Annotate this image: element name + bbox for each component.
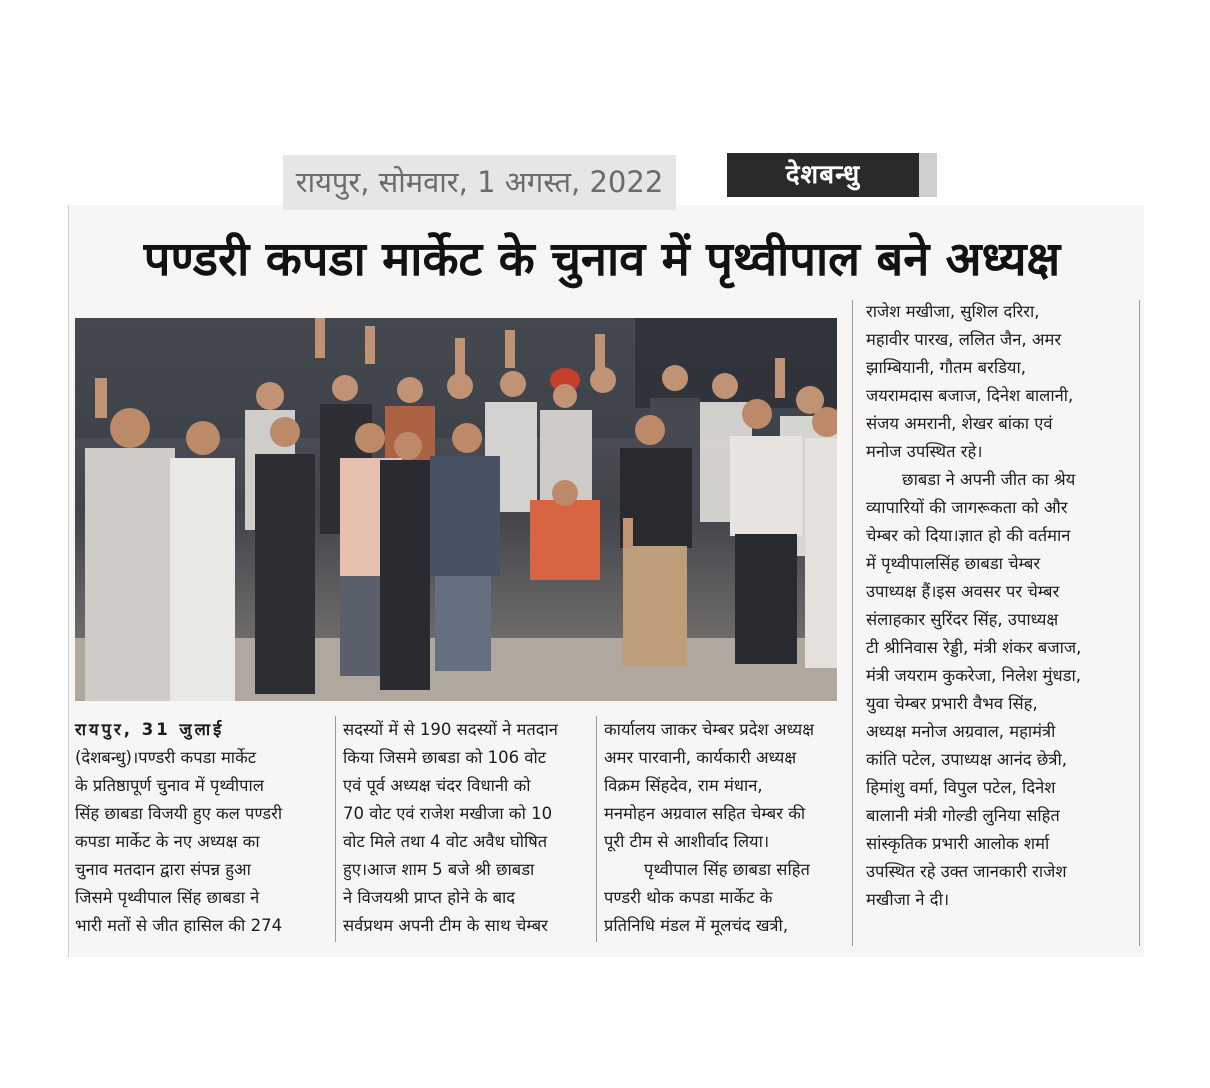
article-line: पूरी टीम से आशीर्वाद लिया। [604,832,770,851]
article-line: पण्डरी थोक कपडा मार्केट के [604,888,773,907]
article-line: चेम्बर को दिया।ज्ञात हो की वर्तमान [866,526,1071,545]
headline: पण्डरी कपडा मार्केट के चुनाव में पृथ्वीपाल बने अध्यक्ष [143,232,1061,287]
article-column-1 [75,716,325,940]
article-line: जिसमे पृथ्वीपाल सिंह छाबडा ने [75,888,260,907]
column-rule [1139,300,1140,946]
article-line: 70 वोट एवं राजेश मखीजा को 10 [343,804,553,823]
article-line: सांस्कृतिक प्रभारी आलोक शर्मा [866,834,1050,853]
clipping-edge [68,205,69,957]
masthead-logo: देशबन्धु [727,153,937,197]
article-line: सर्वप्रथम अपनी टीम के साथ चेम्बर [343,916,548,935]
article-line: मखीजा ने दी। [866,890,950,909]
article-line: महावीर पारख, ललित जैन, अमर [866,330,1062,349]
article-line: युवा चेम्बर प्रभारी वैभव सिंह, [866,694,1038,713]
article-line: में पृथ्वीपालसिंह छाबडा चेम्बर [866,554,1041,573]
article-line: राजेश मखीजा, सुशिल दरिरा, [866,302,1040,321]
article-line: बालानी मंत्री गोल्डी लुनिया सहित [866,806,1060,825]
group-photo [75,318,837,701]
article-line: उपाध्यक्ष हैं।इस अवसर पर चेम्बर [866,582,1060,601]
article-line: हुए।आज शाम 5 बजे श्री छाबडा [343,860,535,879]
article-line: भारी मतों से जीत हासिल की 274 [75,916,283,935]
article-column-3 [604,716,842,940]
article-column-2 [343,716,588,940]
article-line: सिंह छाबडा विजयी हुए कल पण्डरी [75,804,283,823]
article-line: मंत्री जयराम कुकरेजा, निलेश मुंधडा, [866,666,1081,685]
article-line: छाबडा ने अपनी जीत का श्रेय [902,470,1076,489]
article-line: के प्रतिष्ठापूर्ण चुनाव में पृथ्वीपाल [75,776,264,795]
article-line: एवं पूर्व अध्यक्ष चंदर विधानी को [343,776,531,795]
article-line: ने विजयश्री प्राप्त होने के बाद [343,888,516,907]
article-line: अध्यक्ष मनोज अग्रवाल, महामंत्री [866,722,1056,741]
article-line: विक्रम सिंहदेव, राम मंधान, [604,776,763,795]
group-photo-image [75,318,837,701]
article-line: टी श्रीनिवास रेड्डी, मंत्री शंकर बजाज, [866,638,1082,657]
article-line: कपडा मार्केट के नए अध्यक्ष का [75,832,260,851]
article-line: उपस्थित रहे उक्त जानकारी राजेश [866,862,1067,881]
article-line: वोट मिले तथा 4 वोट अवैध घोषित [343,832,548,851]
article-line: संजय अमरानी, शेखर बांका एवं [866,414,1053,433]
article-line: अमर पारवानी, कार्यकारी अध्यक्ष [604,748,797,767]
article-line: पृथ्वीपाल सिंह छाबडा सहित [644,860,810,879]
article-line: संलाहकार सुरिंदर सिंह, उपाध्यक्ष [866,610,1059,629]
article-line: मनोज उपस्थित रहे। [866,442,983,461]
article-line: किया जिसमे छाबडा को 106 वोट [343,748,547,767]
article-line: झाम्बियानी, गौतम बरडिया, [866,358,1027,377]
article-line: सदस्यों में से 190 सदस्यों ने मतदान [343,720,558,739]
column-rule [335,716,336,942]
article-line: कांति पटेल, उपाध्यक्ष आनंद छेत्री, [866,750,1067,769]
column-rule [852,300,853,946]
article-line: (देशबन्धु)।पण्डरी कपडा मार्केट [75,748,257,767]
article-line: जयरामदास बजाज, दिनेश बालानी, [866,386,1074,405]
byline: रायपुर, 31 जुलाई [75,720,225,739]
dateline: रायपुर, सोमवार, 1 अगस्त, 2022 [283,155,676,210]
article-line: मनमोहन अग्रवाल सहित चेम्बर की [604,804,806,823]
article-column-4 [866,298,1136,914]
article-line: व्यापारियों की जागरूकता को और [866,498,1068,517]
article-line: प्रतिनिधि मंडल में मूलचंद खत्री, [604,916,789,935]
article-line: कार्यालय जाकर चेम्बर प्रदेश अध्यक्ष [604,720,815,739]
column-rule [596,716,597,942]
article-line: हिमांशु वर्मा, विपुल पटेल, दिनेश [866,778,1056,797]
article-line: चुनाव मतदान द्वारा संपन्न हुआ [75,860,251,879]
